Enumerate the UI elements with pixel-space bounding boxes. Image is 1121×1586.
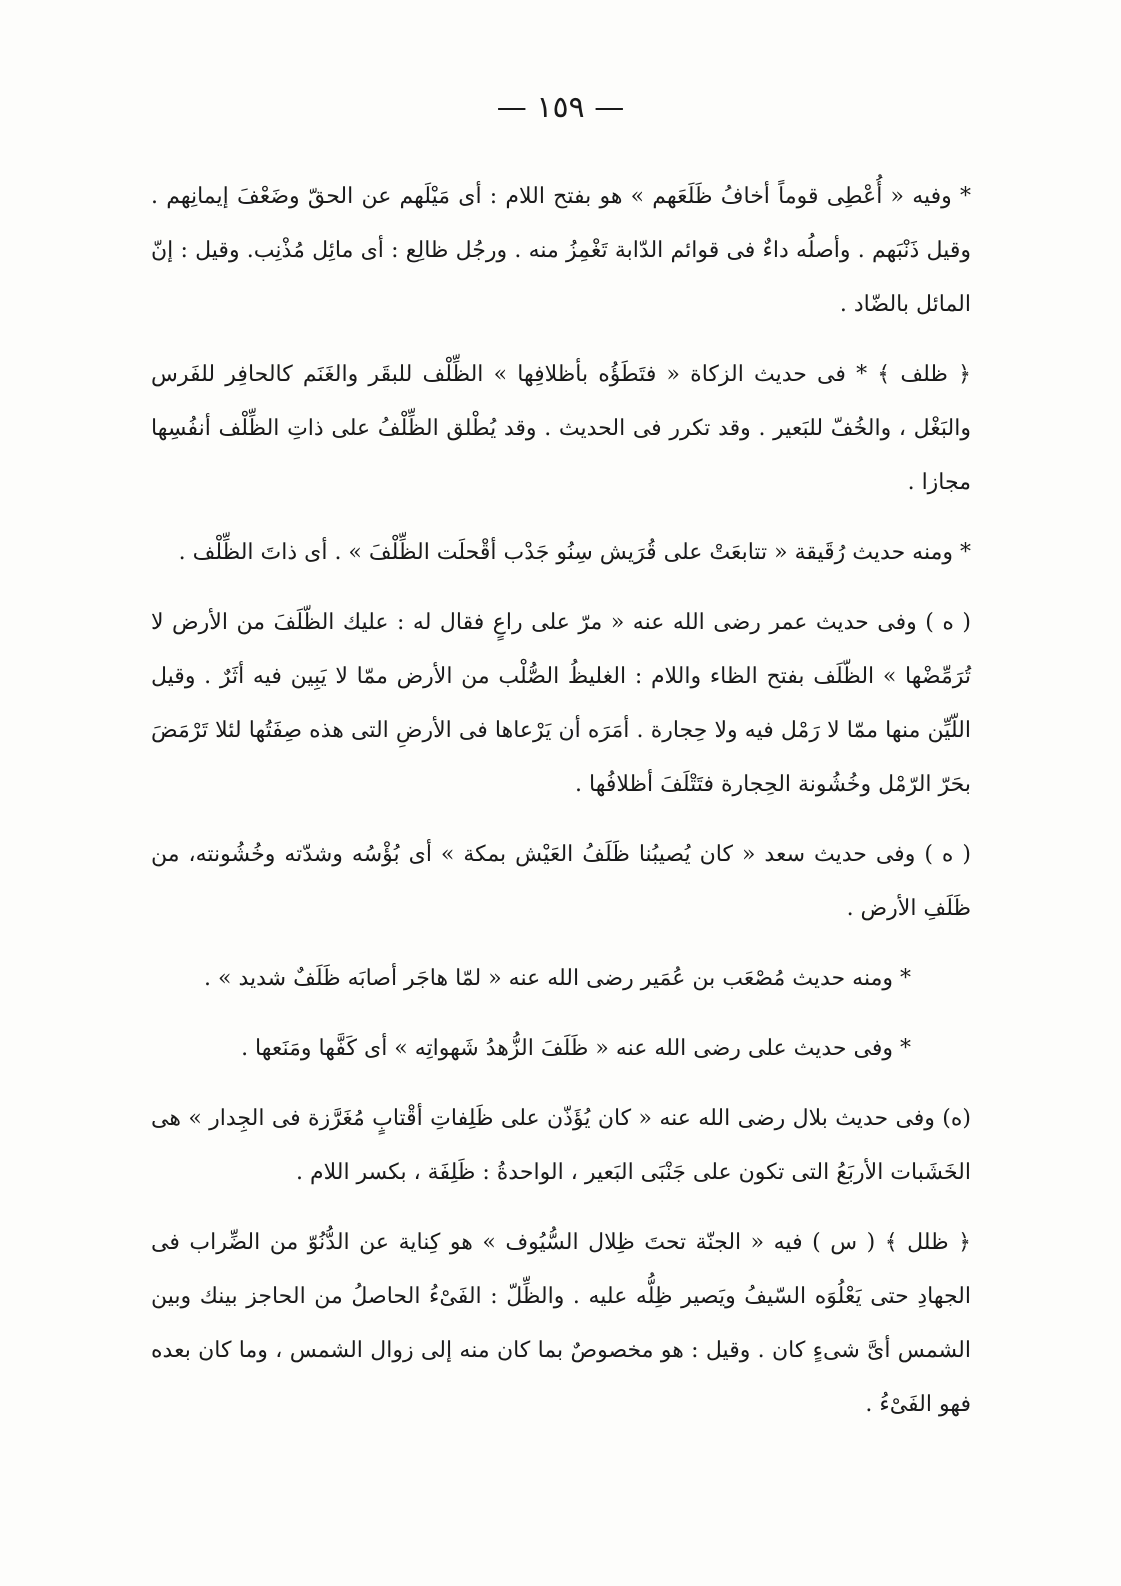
paragraph-umar-hadith: ( ه ) وفى حديث عمر رضى الله عنه « مرّ على راعٍ فقال له : عليك الظّلَفَ من الأرض لا تُرَمِّضْها » الظّلَف بفتح الظاء واللام : الغليظُ الصُّلْب من الأرض ممّا لا يَبِين فيه أثَرٌ . وقيل اللّيِّن منها ممّا لا رَمْل فيه ولا حِجارة . أمَرَه أن يَرْعاها فى الأرضِ التى هذه صِفَتُها لئلا تَرْمَضَ بحَرّ الرّمْل وخُشُونة الحِجارة فتَتْلَفَ أظلافُها .	[151, 610, 971, 797]
paragraph-zala-hadith: * وفيه « أُعْطِى قوماً أخافُ ظَلَعَهم » هو بفتح اللام : أى مَيْلَهم عن الحقّ وضَعْفَ إيمانِهم . وقيل ذَنْبَهم . وأصلُه داءٌ فى قوائم الدّابة تَغْمِزُ منه . ورجُل ظالِع : أى مائِل مُذْنِب. وقيل : إنّ المائل بالضّاد .	[151, 184, 971, 317]
paragraph-saad-hadith: ( ه ) وفى حديث سعد « كان يُصيبُنا ظَلَفُ العَيْش بمكة » أى بُؤْسُه وشدّته وخُشُونته، من ظَلَفِ الأرض .	[151, 842, 971, 921]
paragraph-ali-hadith: * وفى حديث على رضى الله عنه « ظَلَفَ الزُّهدُ شَهواتِه » أى كَفَّها ومَنَعها .	[241, 1036, 911, 1061]
paragraph-musab-hadith: * ومنه حديث مُصْعَب بن عُمَير رضى الله عنه « لمّا هاجَر أصابَه ظَلَفٌ شديد » .	[204, 966, 911, 991]
paragraph-ruqayqa-hadith: * ومنه حديث رُقَيقة « تتابعَتْ على قُرَيش سِنُو جَدْب أقْحلَت الظِّلْفَ » . أى ذاتَ الظِّلْف .	[178, 540, 971, 565]
paragraph-zill-entry: ﴿ ظلل ﴾ ( س ) فيه « الجنّة تحتَ ظِلال السُّيُوف » هو كِناية عن الدُّنُوّ من الضِّراب فى الجهادِ حتى يَعْلُوَه السّيفُ ويَصير ظِلُّه عليه . والظِّلّ : الفَىْءُ الحاصلُ من الحاجز بينك وبين الشمس أىَّ شىءٍ كان . وقيل : هو مخصوصٌ بما كان منه إلى زوال الشمس ، وما كان بعده فهو الفَىْءُ .	[151, 1230, 971, 1417]
paragraph-zilf-entry: ﴿ ظلف ﴾ * فى حديث الزكاة « فتَطَؤُه بأظلافِها » الظِّلْف للبقَر والغَنَم كالحافِر للفَرس والبَغْل ، والخُفّ للبَعير . وقد تكرر فى الحديث . وقد يُطْلق الظِّلْفُ على ذاتِ الظِّلْف أنفُسِها مجازا .	[151, 362, 971, 495]
paragraph-bilal-hadith: (ه) وفى حديث بلال رضى الله عنه « كان يُؤَذّن على ظَلِفاتِ أقْتابٍ مُغَرَّزة فى الجِدار » هى الخَشَبات الأربَعُ التى تكون على جَنْبَى البَعير ، الواحدةُ : ظَلِفَة ، بكسر اللام .	[151, 1106, 971, 1185]
page-number: — ١٥٩ —	[496, 90, 625, 125]
dictionary-entries	[151, 170, 971, 1448]
